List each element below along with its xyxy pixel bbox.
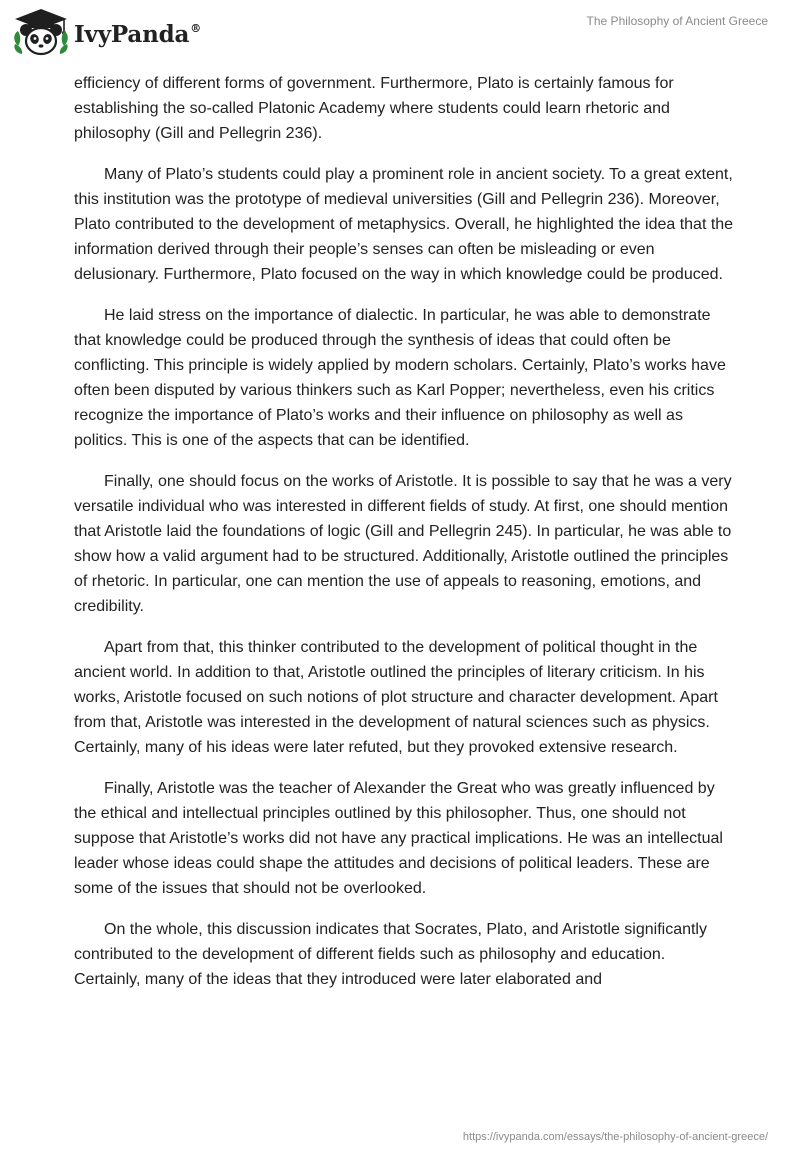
paragraph: Many of Plato’s students could play a prominent role in ancient society. To a great extent, this institution was the prototype of medieval universities (Gill and Pellegrin 236). Moreover, Plato contributed to the development of metaphysics. Overall, he highlighted the idea that the information derived through their people’s senses can often be misleading or even delusionary. Furthermore, Plato focused on the way in which knowledge could be produced. [74, 166, 734, 283]
paragraph: efficiency of different forms of government. Furthermore, Plato is certainly famous for establishing the so-called Platonic Academy where students could learn rhetoric and philosophy (Gill and Pellegrin 236). [74, 75, 674, 142]
ivypanda-logo[interactable] [12, 8, 201, 60]
page-header [0, 0, 800, 70]
paragraph: Apart from that, this thinker contributed to the development of political thought in the ancient world. In addition to that, Aristotle outlined the principles of literary criticism. In his works, Aristotle focused on such notions of plot structure and character development. Apart from that, Aristotle was interested in the development of natural sciences such as physics. Certainly, many of his ideas were later refuted, but they provoked extensive research. [74, 639, 718, 756]
document-title: The Philosophy of Ancient Greece [586, 14, 768, 28]
paragraph: Finally, Aristotle was the teacher of Alexander the Great who was greatly influenced by the ethical and intellectual principles outlined by this philosopher. Thus, one should not suppose that Aristotle’s works did not have any practical implications. He was an intellectual leader whose ideas could shape the attitudes and decisions of political leaders. These are some of the issues that should not be overlooked. [74, 780, 723, 897]
registered-mark: ® [190, 21, 201, 35]
paragraph: He laid stress on the importance of dialectic. In particular, he was able to demonstrate that knowledge could be produced through the synthesis of ideas that could often be conflicting. This principle is widely applied by modern scholars. Certainly, Plato’s works have often been disputed by various thinkers such as Karl Popper; nevertheless, even his critics recognize the importance of Plato’s works and their influence on philosophy as well as politics. This is one of the aspects that can be identified. [74, 307, 726, 449]
paragraph: On the whole, this discussion indicates that Socrates, Plato, and Aristotle significantly contributed to the development of different fields such as philosophy and education. Certainly, many of the ideas that they introduced were later elaborated and [74, 921, 707, 988]
essay-body [74, 71, 734, 1008]
logo-name: IvyPanda [74, 20, 190, 48]
logo-wordmark [74, 21, 201, 48]
source-url-link[interactable]: https://ivypanda.com/essays/the-philosophy-of-ancient-greece/ [462, 1131, 768, 1143]
panda-graduate-icon [12, 8, 70, 60]
paragraph: Finally, one should focus on the works of Aristotle. It is possible to say that he was a very versatile individual who was interested in different fields of study. At first, one should mention that Aristotle laid the foundations of logic (Gill and Pellegrin 245). In particular, he was able to show how a valid argument had to be structured. Additionally, Aristotle outlined the principles of rhetoric. In particular, one can mention the use of appeals to reasoning, emotions, and credibility. [74, 473, 732, 615]
